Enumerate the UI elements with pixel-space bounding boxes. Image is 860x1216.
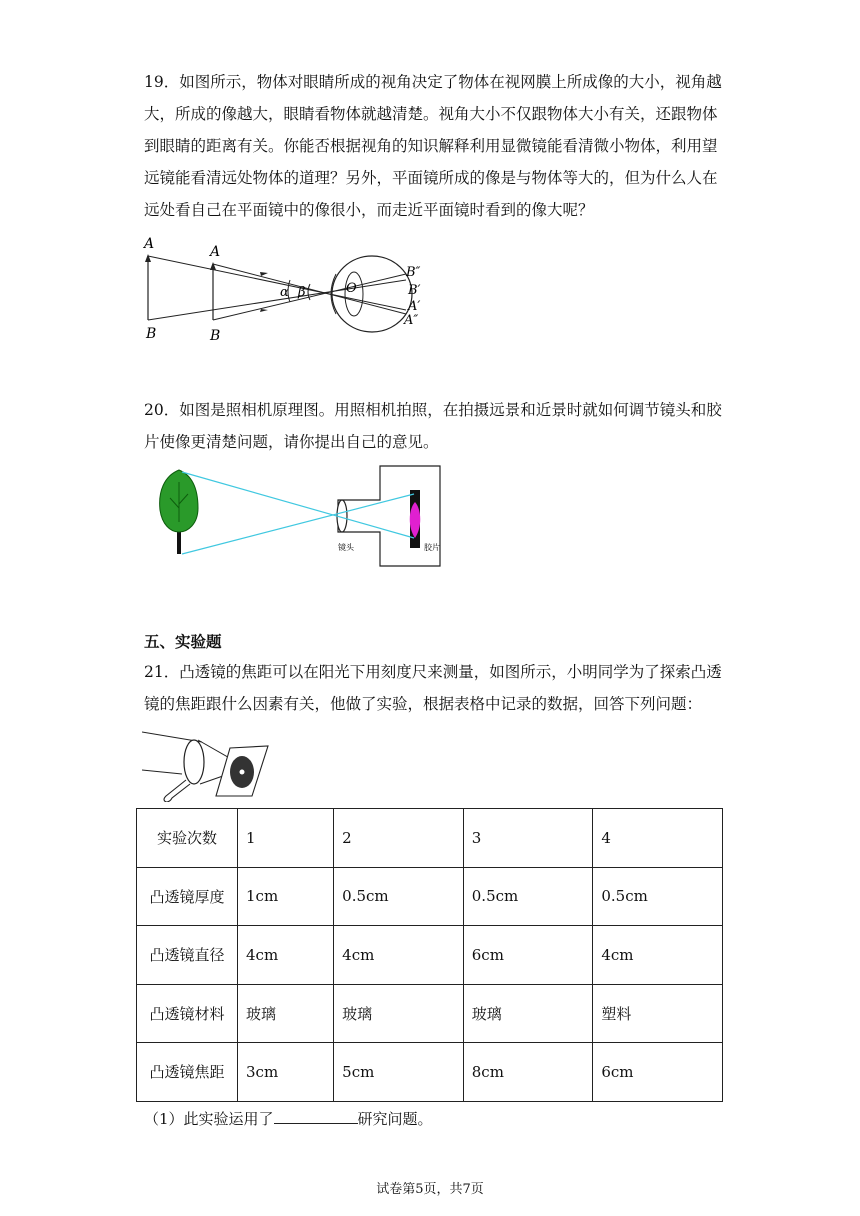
- table-row: [137, 1043, 723, 1102]
- table-row: [137, 926, 723, 985]
- table-cell: 3: [463, 809, 593, 868]
- label-o: O: [346, 281, 357, 296]
- table-cell: 0.5cm: [593, 867, 723, 926]
- table-cell: 4cm: [593, 926, 723, 985]
- sub-1-suffix: 研究问题。: [357, 1110, 433, 1128]
- table-cell: 5cm: [334, 1043, 464, 1102]
- eye: [332, 256, 412, 332]
- label-b-near: B: [210, 328, 221, 344]
- question-19-text: 19．如图所示，物体对眼睛所成的视角决定了物体在视网膜上所成像的大小，视角越大，所成的像越大，眼睛看物体就越清楚。视角大小不仅跟物体大小有关，还跟物体到眼睛的距离有关。你能否根据视角的知识解释利用显微镜能看清微小物体，利用望远镜能看清远处物体的道理？另外，平面镜所成的像是与物体等大的，但为什么人在远处看自己在平面镜中的像很小，而走近平面镜时看到的像大呢？: [144, 73, 722, 219]
- table-cell: 玻璃: [463, 984, 593, 1043]
- camera-principle-figure: [156, 462, 456, 574]
- label-a-prime: A′: [408, 299, 421, 314]
- magnifier-lens: [184, 740, 204, 784]
- table-cell: 8cm: [463, 1043, 593, 1102]
- table-row: [137, 809, 723, 868]
- magnifier-sunlight-figure: [142, 726, 272, 802]
- page-footer: 试卷第5页，共7页: [376, 1182, 484, 1197]
- table-cell: 凸透镜材料: [137, 984, 238, 1043]
- table-row: [137, 984, 723, 1043]
- table-cell: 6cm: [463, 926, 593, 985]
- table-cell: 1cm: [238, 867, 334, 926]
- sub-1-prefix: （1）此实验运用了: [144, 1110, 274, 1128]
- lens-data-table: [136, 808, 723, 1102]
- question-21: [144, 656, 724, 720]
- table-cell: 4cm: [334, 926, 464, 985]
- label-b-prime: B′: [408, 283, 421, 298]
- table-cell: 玻璃: [238, 984, 334, 1043]
- label-a-far: A: [144, 236, 155, 252]
- table-cell: 塑料: [593, 984, 723, 1043]
- table-cell: 0.5cm: [334, 867, 464, 926]
- table-row: [137, 867, 723, 926]
- table-cell: 0.5cm: [463, 867, 593, 926]
- label-beta: β: [298, 285, 306, 300]
- table-cell: 凸透镜焦距: [137, 1043, 238, 1102]
- question-20: [144, 394, 724, 458]
- section-title: 五、实验题: [144, 633, 222, 651]
- table-cell: 凸透镜直径: [137, 926, 238, 985]
- table-cell: 6cm: [593, 1043, 723, 1102]
- label-film: 胶片: [424, 543, 440, 552]
- table-cell: 2: [334, 809, 464, 868]
- label-alpha: α: [280, 285, 289, 300]
- table-cell: 玻璃: [334, 984, 464, 1043]
- answer-blank[interactable]: [274, 1109, 358, 1124]
- question-21-sub-1: [144, 1108, 433, 1129]
- label-a-near: A: [210, 244, 221, 260]
- label-b-far: B: [146, 326, 157, 342]
- visual-angle-figure: [140, 234, 440, 346]
- table-cell: 1: [238, 809, 334, 868]
- table-cell: 4cm: [238, 926, 334, 985]
- question-20-text: 20．如图是照相机原理图。用照相机拍照，在拍摄远景和近景时就如何调节镜头和胶片使像更清楚问题，请你提出自己的意见。: [144, 401, 722, 451]
- label-b-double-prime: B″: [406, 265, 421, 280]
- label-a-double-prime: A″: [404, 313, 419, 328]
- table-cell: 实验次数: [137, 809, 238, 868]
- table-cell: 4: [593, 809, 723, 868]
- magnifier-handle: [164, 780, 190, 802]
- table-cell: 凸透镜厚度: [137, 867, 238, 926]
- question-21-text: 21．凸透镜的焦距可以在阳光下用刻度尺来测量，如图所示，小明同学为了探索凸透镜的焦距跟什么因素有关，他做了实验，根据表格中记录的数据，回答下列问题：: [144, 663, 722, 713]
- question-19: [144, 66, 724, 226]
- label-lens: 镜头: [338, 543, 354, 552]
- table-cell: 3cm: [238, 1043, 334, 1102]
